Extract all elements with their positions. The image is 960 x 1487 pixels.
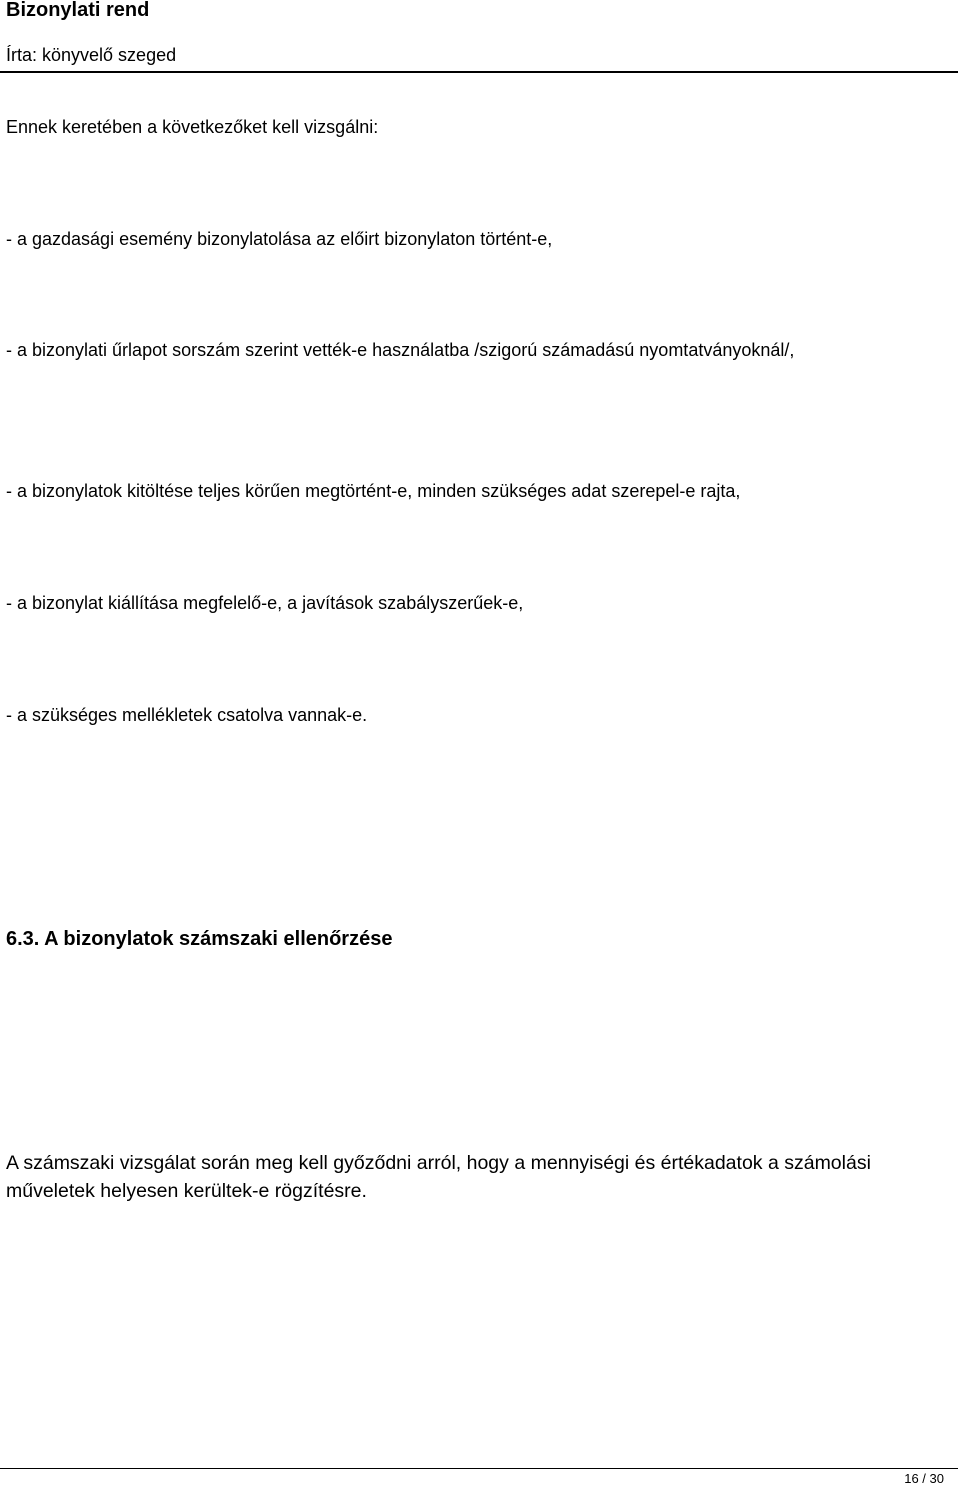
document-title: Bizonylati rend [6, 0, 150, 21]
list-item: - a szükséges mellékletek csatolva vannak-e. [6, 705, 368, 725]
header-divider [0, 71, 958, 73]
intro-paragraph: Ennek keretében a következőket kell vizsgálni: [6, 117, 379, 137]
list-item: - a gazdasági esemény bizonylatolása az előirt bizonylaton történt-e, [6, 229, 553, 249]
document-author: Írta: könyvelő szeged [6, 45, 177, 65]
section-heading: 6.3. A bizonylatok számszaki ellenőrzése [6, 928, 393, 950]
section-paragraph: A számszaki vizsgálat során meg kell győződni arról, hogy a mennyiségi és értékadatok a számolási műveletek helyesen kerültek-e rögzítésre. [6, 1152, 871, 1202]
page-number: 16 / 30 [904, 1471, 944, 1486]
list-item: - a bizonylatok kitöltése teljes körűen megtörtént-e, minden szükséges adat szerepel-e rajta, [6, 481, 741, 501]
list-item: - a bizonylati űrlapot sorszám szerint vették-e használatba /szigorú számadású nyomtatványoknál/, [6, 340, 795, 360]
list-item: - a bizonylat kiállítása megfelelő-e, a javítások szabályszerűek-e, [6, 593, 524, 613]
footer-divider [0, 1468, 958, 1469]
